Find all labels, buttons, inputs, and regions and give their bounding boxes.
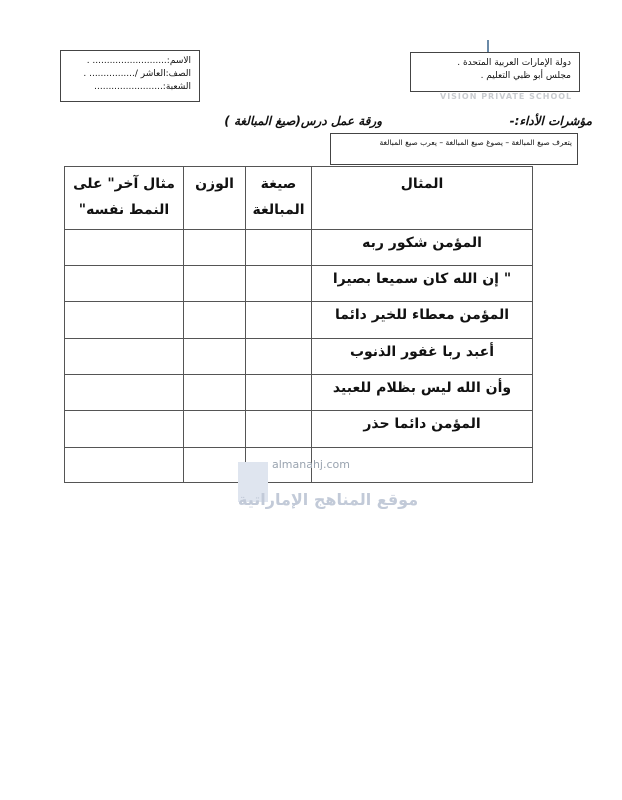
answer-cell[interactable] (184, 448, 246, 483)
answer-cell[interactable] (184, 266, 246, 302)
answer-cell[interactable] (246, 375, 312, 411)
answer-cell[interactable] (246, 411, 312, 448)
name-field: الاسم:.......................... . (86, 56, 191, 66)
answer-cell[interactable] (184, 339, 246, 375)
example-cell: المؤمن شكور ربه (312, 230, 533, 266)
authority-box (410, 52, 580, 92)
section-field: الشعبة:........................ (94, 82, 191, 92)
table-row (65, 266, 533, 302)
header-other-example: مثال آخر" على النمط نفسه" (65, 167, 184, 230)
answer-cell[interactable] (246, 339, 312, 375)
school-logo-text: VISION PRIVATE SCHOOL (440, 92, 573, 101)
header-form: صيغة المبالغة (246, 167, 312, 230)
class-field: الصف:العاشر /................ . (83, 69, 191, 79)
answer-cell[interactable] (65, 230, 184, 266)
table-row (65, 302, 533, 339)
answer-cell[interactable] (246, 230, 312, 266)
table-header-row (65, 167, 533, 230)
header-weight: الوزن (184, 167, 246, 230)
watermark-name: موقع المناهج الإماراتية (238, 490, 419, 509)
answer-cell[interactable] (184, 411, 246, 448)
table-row (65, 411, 533, 448)
answer-cell[interactable] (246, 266, 312, 302)
answer-cell[interactable] (65, 411, 184, 448)
example-cell: المؤمن دائما حذر (312, 411, 533, 448)
table-row (65, 230, 533, 266)
answer-cell[interactable] (65, 375, 184, 411)
answer-cell[interactable] (65, 302, 184, 339)
authority-line: مجلس أبو ظبي التعليم . (480, 71, 571, 81)
exercise-table (64, 166, 533, 483)
watermark-site: almanahj.com (272, 458, 350, 471)
answer-cell[interactable] (246, 302, 312, 339)
answer-cell[interactable] (65, 339, 184, 375)
worksheet-title: ورقة عمل درس(صيغ المبالغة ) (224, 114, 382, 128)
table-row (65, 375, 533, 411)
example-cell: المؤمن معطاء للخير دائما (312, 302, 533, 339)
example-cell: وأن الله ليس بظلام للعبيد (312, 375, 533, 411)
student-info-box (60, 50, 200, 102)
answer-cell[interactable] (184, 302, 246, 339)
answer-cell[interactable] (184, 375, 246, 411)
indicators-label: مؤشرات الأداء:- (509, 114, 592, 128)
example-cell: أعبد ربا غفور الذنوب (312, 339, 533, 375)
indicators-box: يتعرف صيغ المبالغة – يصوغ صيغ المبالغة – يعرب صيغ المبالغة (330, 133, 578, 165)
authority-line: دولة الإمارات العربية المتحدة . (457, 58, 571, 68)
table-row (65, 339, 533, 375)
answer-cell[interactable] (65, 266, 184, 302)
header-example: المثال (312, 167, 533, 230)
answer-cell[interactable] (65, 448, 184, 483)
answer-cell[interactable] (184, 230, 246, 266)
example-cell: " إن الله كان سميعا بصيرا (312, 266, 533, 302)
